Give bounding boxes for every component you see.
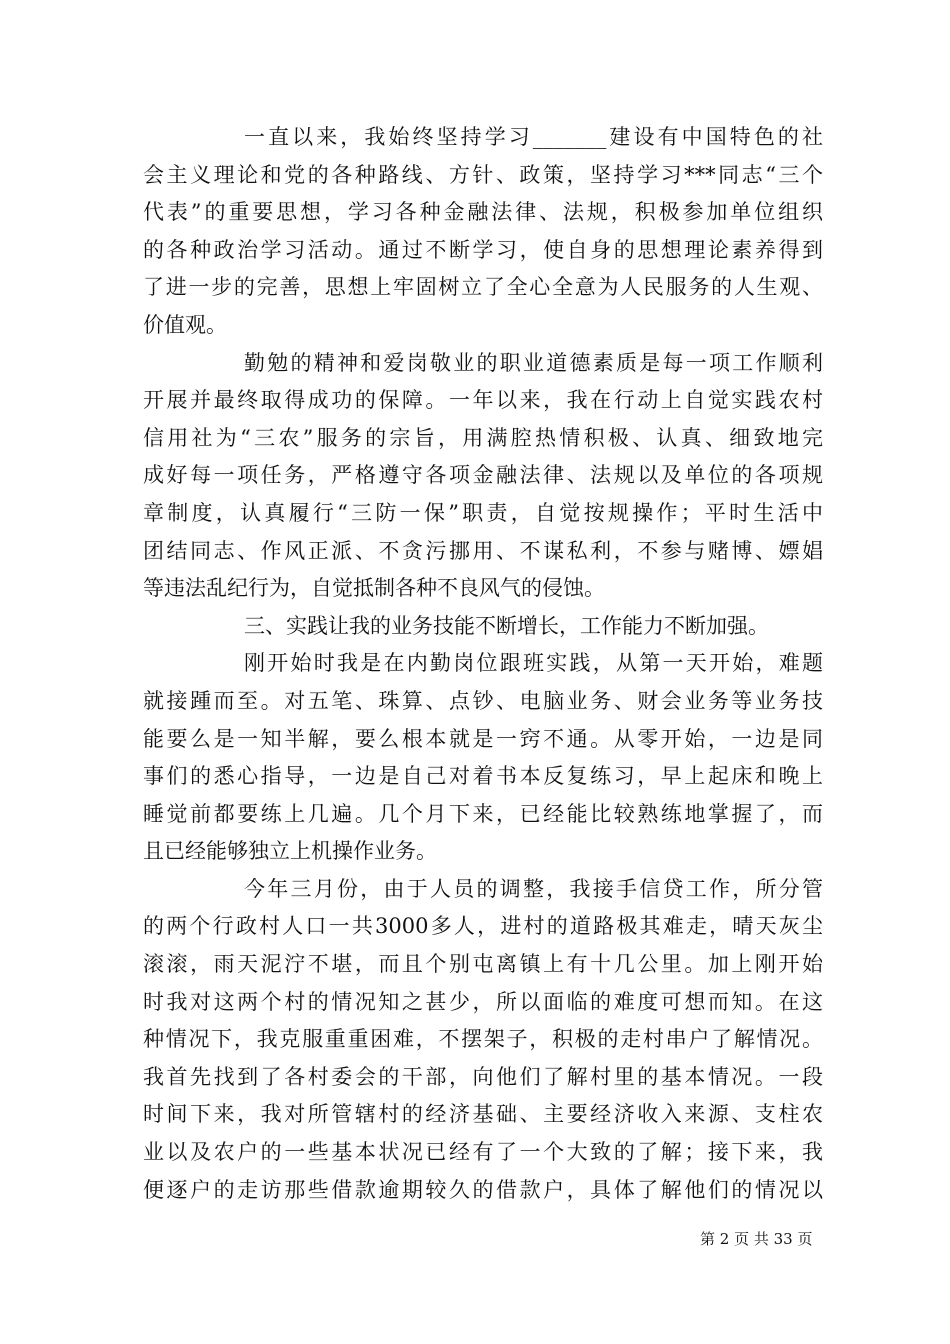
text-line: 种情况下，我克服重重困难，不摆架子，积极的走村串户了解情况。 — [143, 1027, 823, 1052]
text-line: 刚开始时我是在内勤岗位跟班实践，从第一天开始，难题 — [244, 651, 823, 676]
text-line: 信用社为“三农”服务的宗旨，用满腔热情积极、认真、细致地完 — [143, 425, 823, 450]
text-line: 价值观。 — [143, 312, 227, 337]
text-line: 了进一步的完善，思想上牢固树立了全心全意为人民服务的人生观、 — [143, 275, 823, 300]
text-line: 我首先找到了各村委会的干部，向他们了解村里的基本情况。一段 — [143, 1064, 823, 1089]
text-line: 勤勉的精神和爱岗敬业的职业道德素质是每一项工作顺利 — [244, 350, 823, 375]
text-line: 便逐户的走访那些借款逾期较久的借款户，具体了解他们的情况以 — [143, 1177, 823, 1202]
text-line: 就接踵而至。对五笔、珠算、点钞、电脑业务、财会业务等业务技 — [143, 688, 823, 713]
text-line: 团结同志、作风正派、不贪污挪用、不谋私利，不参与赌博、嫖娼 — [143, 538, 823, 563]
text-line: 事们的悉心指导，一边是自己对着书本反复练习，早上起床和晚上 — [143, 764, 823, 789]
text-line: 三、实践让我的业务技能不断增长，工作能力不断加强。 — [244, 613, 769, 638]
text-line: 能要么是一知半解，要么根本就是一窍不通。从零开始，一边是同 — [143, 726, 823, 751]
text-line: 成好每一项任务，严格遵守各项金融法律、法规以及单位的各项规 — [143, 463, 823, 488]
text-line: 会主义理论和党的各种路线、方针、政策，坚持学习***同志“三个 — [143, 162, 823, 187]
text-line: 业以及农户的一些基本状况已经有了一个大致的了解；接下来，我 — [143, 1140, 823, 1165]
page-number-footer: 第 2 页 共 33 页 — [700, 1230, 813, 1248]
text-line: 睡觉前都要练上几遍。几个月下来，已经能比较熟练地掌握了，而 — [143, 801, 823, 826]
document-body — [143, 119, 823, 1209]
text-line: 章制度，认真履行“三防一保”职责，自觉按规操作；平时生活中 — [143, 500, 823, 525]
text-line: 一直以来，我始终坚持学习_______建设有中国特色的社 — [244, 125, 823, 149]
text-line: 今年三月份，由于人员的调整，我接手信贷工作，所分管 — [244, 876, 823, 901]
text-line: 代表”的重要思想，学习各种金融法律、法规，积极参加单位组织 — [143, 200, 823, 225]
text-line: 开展并最终取得成功的保障。一年以来，我在行动上自觉实践农村 — [143, 388, 823, 413]
text-line: 时间下来，我对所管辖村的经济基础、主要经济收入来源、支柱农 — [143, 1102, 823, 1127]
text-line: 的两个行政村人口一共3000多人，进村的道路极其难走，晴天灰尘 — [143, 914, 823, 939]
text-line: 时我对这两个村的情况知之甚少，所以面临的难度可想而知。在这 — [143, 989, 823, 1014]
text-line: 等违法乱纪行为，自觉抵制各种不良风气的侵蚀。 — [143, 576, 605, 601]
text-line: 滚滚，雨天泥泞不堪，而且个别屯离镇上有十几公里。加上刚开始 — [143, 952, 823, 977]
text-line: 的各种政治学习活动。通过不断学习，使自身的思想理论素养得到 — [143, 237, 823, 262]
text-line: 且已经能够独立上机操作业务。 — [143, 839, 437, 864]
